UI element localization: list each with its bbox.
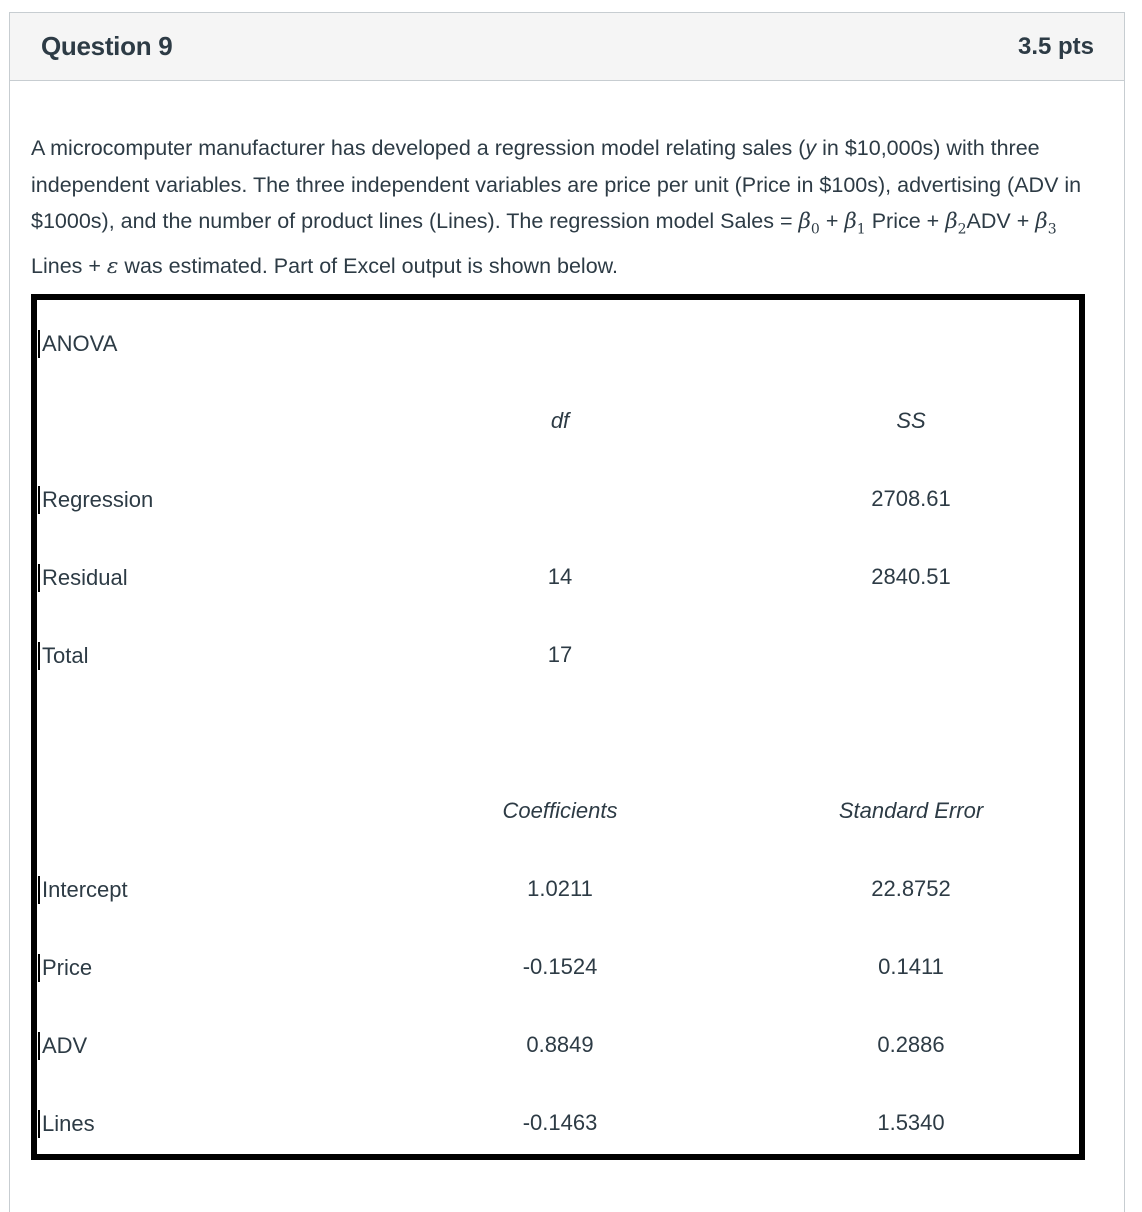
coef-row-label: ADV	[38, 1032, 87, 1060]
anova-header-ss: SS	[896, 408, 926, 433]
anova-row-ss: 2708.61	[871, 486, 951, 511]
coef-row-label: Intercept	[38, 876, 128, 904]
coef-row-coefficient: -0.1524	[522, 954, 598, 979]
epsilon: ε	[106, 253, 119, 279]
coef-row-standard-error: 0.2886	[877, 1032, 945, 1057]
anova-row-label: Regression	[38, 486, 153, 514]
coef-row-coefficient: 1.0211	[527, 876, 593, 901]
question-text-part: ADV +	[966, 209, 1036, 233]
anova-row-df: 17	[547, 642, 573, 667]
coef-row-coefficient: 0.8849	[526, 1032, 594, 1057]
question-text-part: was estimated. Part of Excel output is shown below.	[118, 253, 618, 278]
question-text	[31, 130, 1091, 285]
beta-0: $\beta_0$	[798, 209, 820, 238]
question-text-part: Price +	[865, 209, 946, 233]
coef-row-label: Price	[38, 954, 92, 982]
anova-row-label: Total	[38, 642, 88, 670]
beta-2: $\beta_2$	[945, 209, 967, 238]
question-text-part: Lines +	[31, 253, 107, 278]
coef-row-coefficient: -0.1463	[522, 1110, 598, 1135]
excel-output-table	[31, 294, 1085, 1160]
question-points: 3.5 pts	[1017, 32, 1094, 60]
variable-y: y	[805, 136, 817, 160]
anova-title: ANOVA	[38, 330, 117, 358]
coef-row-standard-error: 22.8752	[871, 876, 951, 901]
anova-row-df: 14	[547, 564, 573, 589]
coef-row-standard-error: 0.1411	[878, 954, 944, 979]
question-text-part: +	[819, 209, 845, 233]
anova-row-ss: 2840.51	[871, 564, 951, 589]
coef-row-label: Lines	[38, 1110, 95, 1138]
question-text-part: A microcomputer manufacturer has developed a regression model relating sales (	[31, 136, 806, 160]
question-title: Question 9	[41, 31, 173, 61]
question-text-part: in $10,000s) with three independent variables. The three independent variables are price per unit (Price in $100s), advertising (ADV in $1000s), and the number of product lines (Lines). The regression model Sales =	[31, 136, 1082, 233]
anova-header-df: df	[550, 408, 570, 433]
question-header	[10, 13, 1124, 81]
beta-3: $\beta_3$	[1035, 209, 1057, 238]
coef-row-standard-error: 1.5340	[877, 1110, 945, 1135]
coef-header-coefficients: Coefficients	[502, 798, 618, 823]
anova-row-label: Residual	[38, 564, 128, 592]
coef-header-standard-error: Standard Error	[838, 798, 984, 823]
beta-1: $\beta_1$	[844, 209, 866, 238]
